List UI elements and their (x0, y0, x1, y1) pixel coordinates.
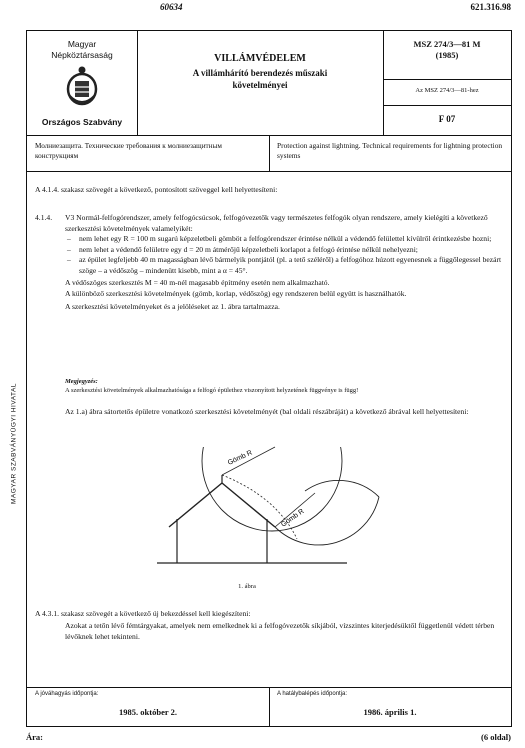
approval-label: A jóváhagyás időpontja: (35, 691, 99, 697)
english-title: Protection against lightning. Technical requirements for lightning protection systems (277, 141, 503, 160)
list-item: – nem lehet egy R = 100 m sugarú képzeletbeli gömböt a felfogórendszer érintése nélkül a védendő felülettel kívülről érintkezésbe hozni; (65, 234, 503, 245)
udc-code: 621.316.98 (470, 2, 511, 12)
form-code: F 07 (438, 114, 456, 124)
effective-date: 1986. április 1. (363, 707, 417, 717)
figure-intro: Az 1.a) ábra sátortetős épületre vonatkozó szerkesztési követelményét (bal oldali részábráját) a következő ábrával kell helyettesíteni: (65, 407, 469, 416)
document-title: VILLÁMVÉDELEM (214, 53, 306, 64)
price-label: Ára: (26, 732, 43, 742)
paragraph: A különböző szerkesztési követelmények (gömb, korlap, védőszög) egy rendszeren belül együtt is használhatók. (65, 288, 407, 298)
standard-number: MSZ 274/3—81 M (1985) (413, 39, 481, 60)
figure-caption: 1. ábra (238, 583, 256, 590)
country-name: Magyar Népköztársaság (51, 39, 113, 60)
approval-date: 1985. október 2. (119, 707, 177, 717)
standard-sheet (26, 30, 512, 727)
page-count: (6 oldal) (481, 732, 511, 742)
intro-text: A 4.1.4. szakasz szövegét a következő, pontosított szöveggel kell helyettesíteni: (35, 185, 278, 194)
section-lead: V3 Normál-felfogórendszer, amely felfogócsúcsok, felfogóvezetők vagy természetes felfogók olyan rendszere, amely kielégíti a következő szerkesztési követelmények valamelyikét: (65, 213, 488, 233)
russian-title: Молниезащита. Технические требования к молниезащитным конструкциям (35, 142, 222, 160)
list-item: – nem lehet a védendő felületre egy d = 20 m átmérőjű képzeletbeli korlapot a felfogó érintése nélkül nehelyezni; (65, 245, 503, 256)
list-item: – az épület legfeljebb 40 m magasságban lévő bármelyik pontjától (pl. a tető széléről) a felfogóhoz húzott egyenesnek a függőlegessel bezárt szöge – a védőszög – mindenütt kisebb, mint a α = 45°. (65, 255, 503, 276)
side-label: MAGYAR SZABVÁNYÜGYI HIVATAL (10, 383, 18, 505)
note: Megjegyzés: A szerkesztési követelmények alkalmazhatósága a felfogó épülethez viszonyított helyzetének függvénye is függ! (65, 378, 359, 394)
effective-label: A hatálybalépés időpontja: (277, 691, 348, 697)
section-number: 4.1.4. (35, 213, 53, 222)
document-code: 60634 (160, 2, 183, 12)
section-431-text: Azokat a tetőn lévő fémtárgyakat, amelyek nem emelkednek ki a felfogóvezetők síkjából, vízszintes kiterjedésüktől függetlenül védett térben lévőknek lehet tekinteni. (65, 621, 495, 641)
requirements-list (65, 234, 503, 276)
standard-reference: Az MSZ 274/3—81-hez (415, 87, 479, 94)
coat-of-arms-icon (65, 65, 99, 107)
radius-label-lower: Gömb R (280, 507, 306, 529)
section-414 (65, 213, 503, 313)
lightning-protection-figure (147, 427, 397, 577)
org-name: Országos Szabvány (41, 117, 123, 127)
radius-label-upper: Gömb R (226, 449, 254, 467)
paragraph: A védőszöges szerkesztés M = 40 m-nél magasabb építmény esetén nem alkalmazható. (65, 278, 330, 287)
document-subtitle: A villámhárító berendezés műszaki követelményei (192, 68, 328, 90)
section-431-intro: A 4.3.1. szakasz szövegét a következő új bekezdéssel kell kiegészíteni: (35, 609, 251, 618)
paragraph: A szerkesztési követelményeket és a jelöléseket az 1. ábra tartalmazza. (65, 302, 280, 311)
